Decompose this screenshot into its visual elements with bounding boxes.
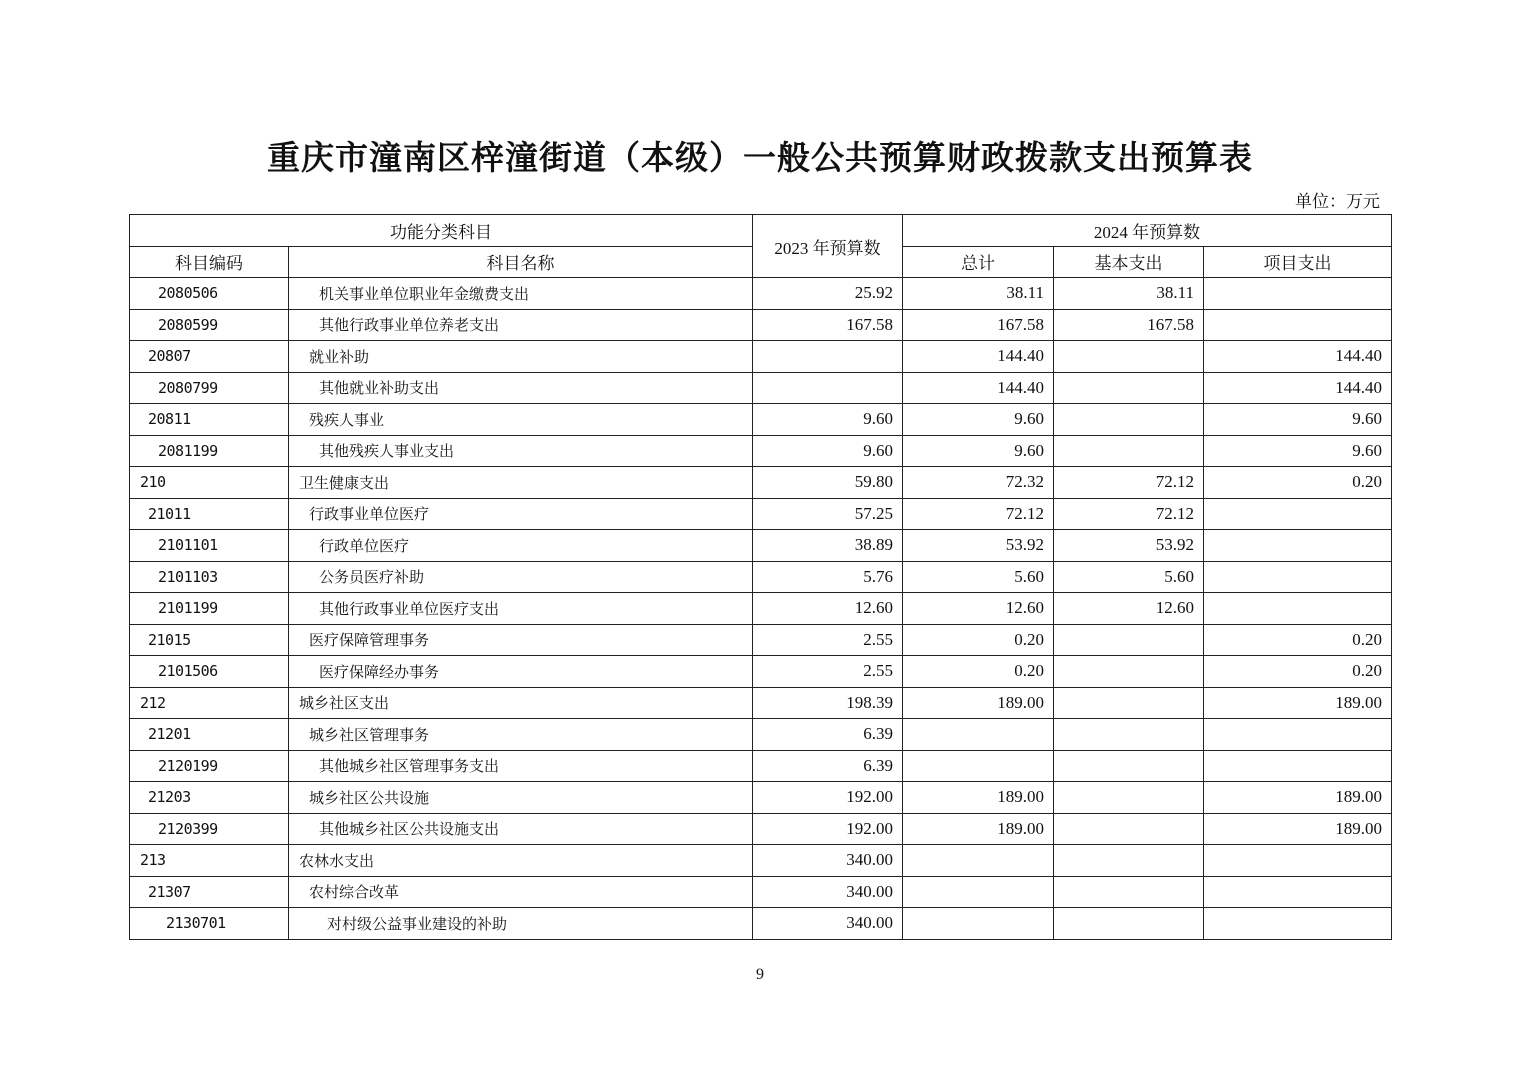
budget-2023-cell: 198.39	[753, 687, 903, 719]
total-cell: 9.60	[903, 435, 1054, 467]
subject-code-cell: 2080799	[130, 372, 289, 404]
header-total: 总计	[903, 246, 1054, 278]
budget-2023-cell: 6.39	[753, 719, 903, 751]
subject-code-cell: 21011	[130, 498, 289, 530]
basic-expenditure-cell: 38.11	[1054, 278, 1204, 310]
project-expenditure-cell	[1204, 908, 1392, 940]
project-expenditure-cell	[1204, 750, 1392, 782]
project-expenditure-cell	[1204, 530, 1392, 562]
project-expenditure-cell: 189.00	[1204, 687, 1392, 719]
project-expenditure-cell	[1204, 845, 1392, 877]
total-cell	[903, 876, 1054, 908]
total-cell	[903, 908, 1054, 940]
table-row	[130, 404, 1392, 436]
basic-expenditure-cell: 167.58	[1054, 309, 1204, 341]
basic-expenditure-cell	[1054, 813, 1204, 845]
table-row	[130, 908, 1392, 940]
subject-name-cell: 农村综合改革	[289, 876, 753, 908]
total-cell: 9.60	[903, 404, 1054, 436]
basic-expenditure-cell	[1054, 687, 1204, 719]
subject-code-cell: 2081199	[130, 435, 289, 467]
subject-name-cell: 其他就业补助支出	[289, 372, 753, 404]
total-cell: 38.11	[903, 278, 1054, 310]
table-row	[130, 435, 1392, 467]
table-row	[130, 624, 1392, 656]
table-row	[130, 656, 1392, 688]
table-row	[130, 750, 1392, 782]
subject-code-cell: 2101103	[130, 561, 289, 593]
table-row	[130, 530, 1392, 562]
budget-2023-cell	[753, 341, 903, 373]
subject-name-cell: 残疾人事业	[289, 404, 753, 436]
subject-name-cell: 其他残疾人事业支出	[289, 435, 753, 467]
subject-code-cell: 21015	[130, 624, 289, 656]
basic-expenditure-cell	[1054, 750, 1204, 782]
subject-name-cell: 其他城乡社区公共设施支出	[289, 813, 753, 845]
budget-2023-cell: 59.80	[753, 467, 903, 499]
total-cell	[903, 750, 1054, 782]
subject-code-cell: 2120199	[130, 750, 289, 782]
basic-expenditure-cell	[1054, 624, 1204, 656]
subject-code-cell: 20811	[130, 404, 289, 436]
budget-2023-cell: 2.55	[753, 624, 903, 656]
subject-code-cell: 2080599	[130, 309, 289, 341]
header-functional-category: 功能分类科目	[130, 215, 753, 247]
project-expenditure-cell: 0.20	[1204, 467, 1392, 499]
subject-name-cell: 医疗保障管理事务	[289, 624, 753, 656]
total-cell: 0.20	[903, 656, 1054, 688]
project-expenditure-cell: 9.60	[1204, 404, 1392, 436]
project-expenditure-cell	[1204, 309, 1392, 341]
subject-code-cell: 2101506	[130, 656, 289, 688]
project-expenditure-cell: 144.40	[1204, 372, 1392, 404]
table-row	[130, 278, 1392, 310]
budget-2023-cell: 25.92	[753, 278, 903, 310]
subject-name-cell: 行政事业单位医疗	[289, 498, 753, 530]
project-expenditure-cell: 189.00	[1204, 813, 1392, 845]
subject-name-cell: 医疗保障经办事务	[289, 656, 753, 688]
project-expenditure-cell: 9.60	[1204, 435, 1392, 467]
table-row	[130, 309, 1392, 341]
basic-expenditure-cell	[1054, 876, 1204, 908]
budget-2023-cell: 2.55	[753, 656, 903, 688]
subject-code-cell: 2080506	[130, 278, 289, 310]
subject-name-cell: 机关事业单位职业年金缴费支出	[289, 278, 753, 310]
total-cell	[903, 719, 1054, 751]
table-row	[130, 498, 1392, 530]
subject-name-cell: 农林水支出	[289, 845, 753, 877]
project-expenditure-cell: 144.40	[1204, 341, 1392, 373]
budget-2023-cell: 340.00	[753, 845, 903, 877]
subject-name-cell: 其他城乡社区管理事务支出	[289, 750, 753, 782]
subject-name-cell: 对村级公益事业建设的补助	[289, 908, 753, 940]
budget-table	[129, 214, 1392, 940]
header-basic-expenditure: 基本支出	[1054, 246, 1204, 278]
total-cell: 72.32	[903, 467, 1054, 499]
subject-code-cell: 213	[130, 845, 289, 877]
total-cell	[903, 845, 1054, 877]
table-row	[130, 372, 1392, 404]
subject-code-cell: 21203	[130, 782, 289, 814]
subject-name-cell: 城乡社区公共设施	[289, 782, 753, 814]
table-row	[130, 687, 1392, 719]
project-expenditure-cell: 189.00	[1204, 782, 1392, 814]
budget-2023-cell: 38.89	[753, 530, 903, 562]
total-cell: 189.00	[903, 782, 1054, 814]
table-row	[130, 876, 1392, 908]
basic-expenditure-cell	[1054, 782, 1204, 814]
subject-code-cell: 2101101	[130, 530, 289, 562]
subject-code-cell: 21307	[130, 876, 289, 908]
basic-expenditure-cell	[1054, 656, 1204, 688]
total-cell: 189.00	[903, 813, 1054, 845]
subject-name-cell: 其他行政事业单位医疗支出	[289, 593, 753, 625]
header-project-expenditure: 项目支出	[1204, 246, 1392, 278]
budget-2023-cell: 6.39	[753, 750, 903, 782]
project-expenditure-cell	[1204, 561, 1392, 593]
total-cell: 144.40	[903, 341, 1054, 373]
header-subject-name: 科目名称	[289, 246, 753, 278]
budget-2023-cell: 57.25	[753, 498, 903, 530]
basic-expenditure-cell	[1054, 435, 1204, 467]
project-expenditure-cell	[1204, 278, 1392, 310]
budget-2023-cell: 192.00	[753, 813, 903, 845]
subject-code-cell: 212	[130, 687, 289, 719]
table-row	[130, 719, 1392, 751]
table-row	[130, 782, 1392, 814]
table-row	[130, 467, 1392, 499]
subject-code-cell: 210	[130, 467, 289, 499]
total-cell: 144.40	[903, 372, 1054, 404]
budget-2023-cell: 5.76	[753, 561, 903, 593]
budget-2023-cell: 9.60	[753, 404, 903, 436]
subject-code-cell: 21201	[130, 719, 289, 751]
budget-2023-cell: 340.00	[753, 876, 903, 908]
total-cell: 12.60	[903, 593, 1054, 625]
budget-2023-cell: 192.00	[753, 782, 903, 814]
project-expenditure-cell	[1204, 593, 1392, 625]
basic-expenditure-cell	[1054, 908, 1204, 940]
header-budget-2024: 2024 年预算数	[903, 215, 1392, 247]
basic-expenditure-cell	[1054, 845, 1204, 877]
total-cell: 189.00	[903, 687, 1054, 719]
subject-name-cell: 城乡社区支出	[289, 687, 753, 719]
header-budget-2023: 2023 年预算数	[753, 215, 903, 278]
basic-expenditure-cell: 72.12	[1054, 498, 1204, 530]
budget-2023-cell: 167.58	[753, 309, 903, 341]
subject-name-cell: 公务员医疗补助	[289, 561, 753, 593]
total-cell: 0.20	[903, 624, 1054, 656]
subject-name-cell: 行政单位医疗	[289, 530, 753, 562]
page-title: 重庆市潼南区梓潼街道（本级）一般公共预算财政拨款支出预算表	[267, 138, 1253, 177]
subject-name-cell: 卫生健康支出	[289, 467, 753, 499]
header-subject-code: 科目编码	[130, 246, 289, 278]
project-expenditure-cell	[1204, 498, 1392, 530]
project-expenditure-cell: 0.20	[1204, 656, 1392, 688]
basic-expenditure-cell	[1054, 404, 1204, 436]
basic-expenditure-cell	[1054, 341, 1204, 373]
subject-name-cell: 就业补助	[289, 341, 753, 373]
subject-name-cell: 其他行政事业单位养老支出	[289, 309, 753, 341]
subject-code-cell: 2101199	[130, 593, 289, 625]
table-body	[130, 278, 1392, 940]
table-header	[130, 215, 1392, 278]
total-cell: 5.60	[903, 561, 1054, 593]
table-row	[130, 813, 1392, 845]
budget-2023-cell: 9.60	[753, 435, 903, 467]
basic-expenditure-cell: 53.92	[1054, 530, 1204, 562]
subject-code-cell: 2130701	[130, 908, 289, 940]
project-expenditure-cell	[1204, 719, 1392, 751]
basic-expenditure-cell	[1054, 719, 1204, 751]
unit-label: 单位：万元	[1295, 192, 1380, 211]
total-cell: 167.58	[903, 309, 1054, 341]
basic-expenditure-cell: 5.60	[1054, 561, 1204, 593]
project-expenditure-cell	[1204, 876, 1392, 908]
budget-2023-cell	[753, 372, 903, 404]
project-expenditure-cell: 0.20	[1204, 624, 1392, 656]
basic-expenditure-cell: 12.60	[1054, 593, 1204, 625]
basic-expenditure-cell	[1054, 372, 1204, 404]
subject-code-cell: 20807	[130, 341, 289, 373]
page-number: 9	[756, 966, 764, 983]
subject-name-cell: 城乡社区管理事务	[289, 719, 753, 751]
table-row	[130, 341, 1392, 373]
total-cell: 72.12	[903, 498, 1054, 530]
total-cell: 53.92	[903, 530, 1054, 562]
budget-2023-cell: 12.60	[753, 593, 903, 625]
budget-2023-cell: 340.00	[753, 908, 903, 940]
table-row	[130, 845, 1392, 877]
table-row	[130, 561, 1392, 593]
basic-expenditure-cell: 72.12	[1054, 467, 1204, 499]
table-row	[130, 593, 1392, 625]
subject-code-cell: 2120399	[130, 813, 289, 845]
